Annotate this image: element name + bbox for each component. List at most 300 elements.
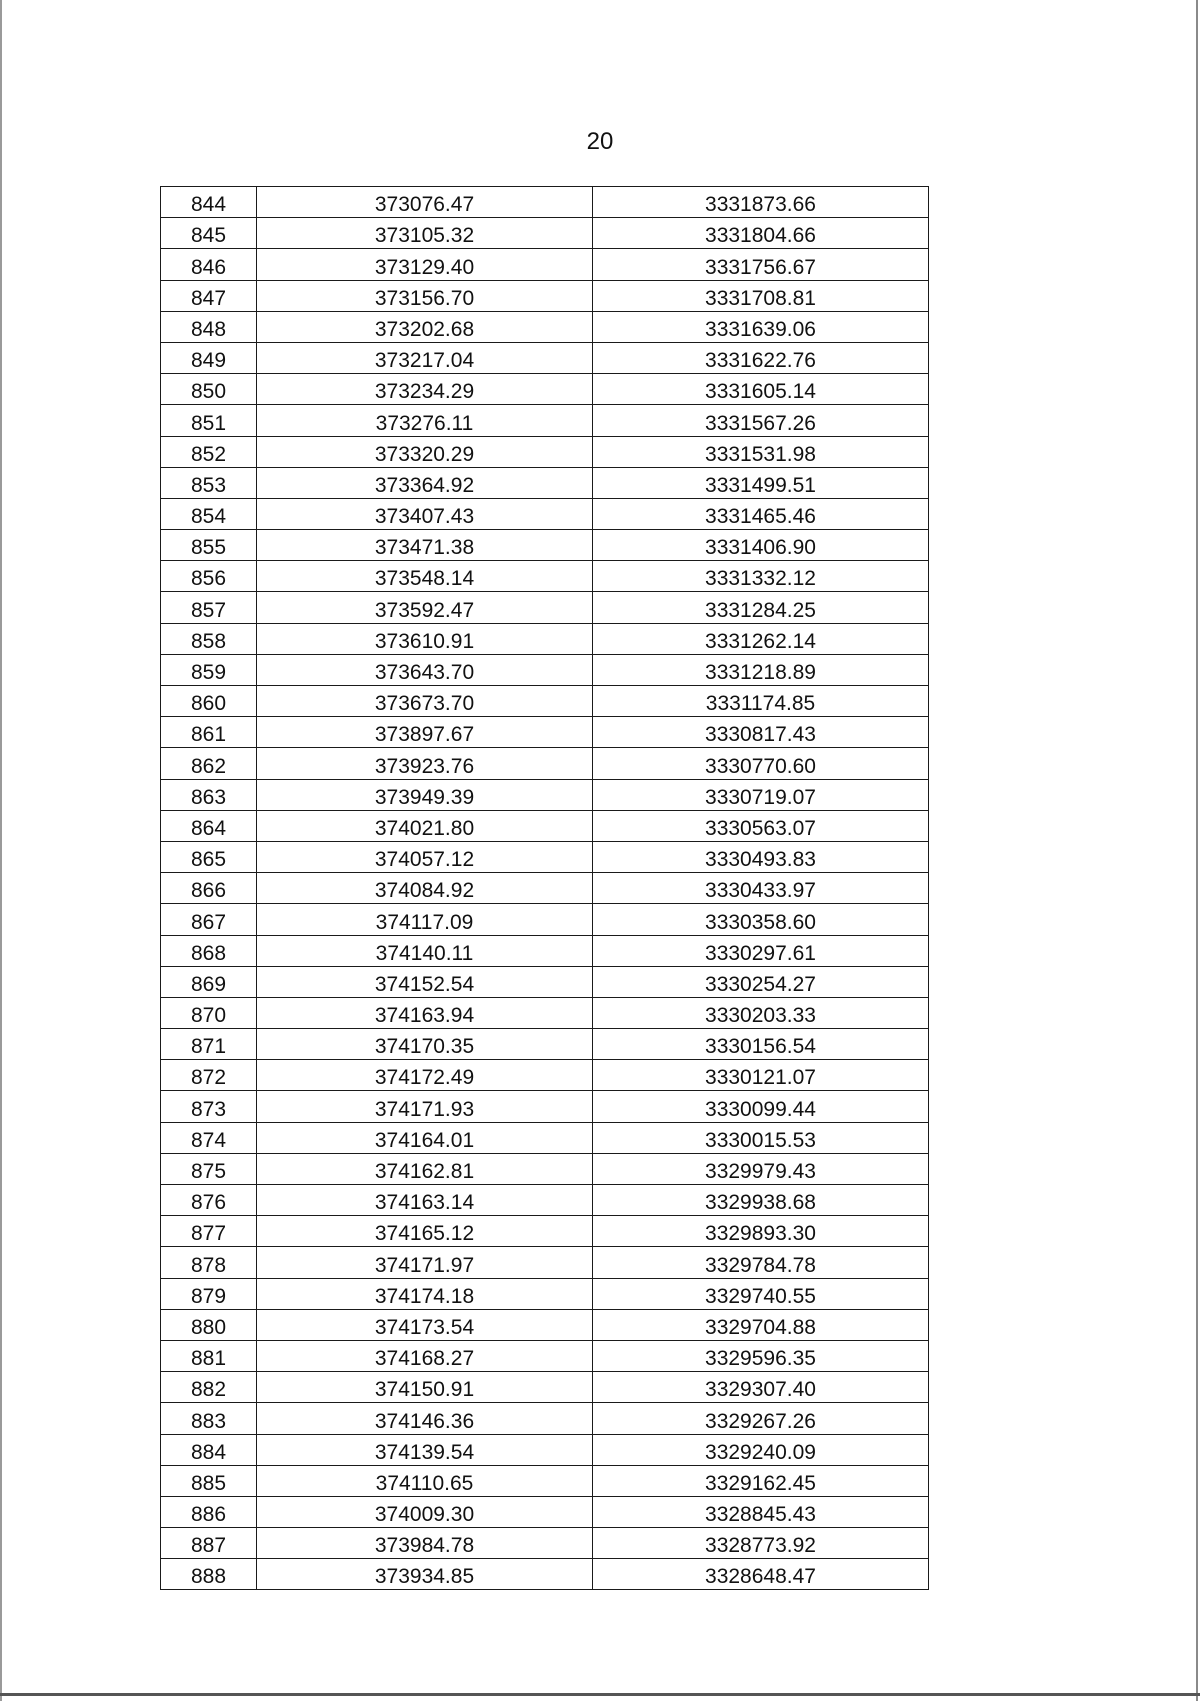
table-row — [161, 249, 929, 280]
cell-text: 851 — [190, 411, 227, 435]
point-number-cell — [161, 436, 257, 467]
point-number-cell — [161, 218, 257, 249]
cell-text: 373320.29 — [374, 442, 475, 466]
table-row — [161, 1091, 929, 1122]
cell-text: 374084.92 — [374, 879, 475, 903]
y-coordinate-cell — [593, 1559, 929, 1590]
y-coordinate-cell — [593, 1060, 929, 1091]
cell-text: 3329596.35 — [705, 1347, 816, 1371]
x-coordinate-cell — [257, 1216, 593, 1247]
cell-text: 374163.94 — [374, 1004, 475, 1028]
y-coordinate-cell — [593, 1434, 929, 1465]
x-coordinate-cell — [257, 1122, 593, 1153]
table-row — [161, 592, 929, 623]
point-number-cell — [161, 1153, 257, 1184]
cell-text: 866 — [190, 879, 227, 903]
table-row — [161, 1185, 929, 1216]
cell-text: 3330254.27 — [705, 972, 816, 996]
point-number-cell — [161, 841, 257, 872]
y-coordinate-cell — [593, 498, 929, 529]
cell-text: 3331605.14 — [705, 380, 816, 404]
y-coordinate-cell — [593, 1278, 929, 1309]
y-coordinate-cell — [593, 1465, 929, 1496]
y-coordinate-cell — [593, 1153, 929, 1184]
x-coordinate-cell — [257, 436, 593, 467]
x-coordinate-cell — [257, 1309, 593, 1340]
cell-text: 885 — [190, 1471, 227, 1495]
cell-text: 374162.81 — [374, 1160, 475, 1183]
x-coordinate-cell — [257, 592, 593, 623]
table-row — [161, 1247, 929, 1278]
x-coordinate-cell — [257, 1340, 593, 1371]
cell-text: 373592.47 — [374, 598, 475, 622]
cell-text: 3330121.07 — [705, 1066, 816, 1090]
cell-text: 868 — [190, 941, 227, 965]
scan-edge-left — [0, 0, 2, 1701]
cell-text: 3330493.83 — [705, 848, 816, 872]
y-coordinate-cell — [593, 686, 929, 717]
table-row — [161, 311, 929, 342]
point-number-cell — [161, 623, 257, 654]
point-number-cell — [161, 592, 257, 623]
cell-text: 880 — [190, 1315, 227, 1339]
y-coordinate-cell — [593, 748, 929, 779]
cell-text: 3329307.40 — [705, 1378, 816, 1402]
point-number-cell — [161, 1060, 257, 1091]
x-coordinate-cell — [257, 1372, 593, 1403]
cell-text: 3331708.81 — [705, 286, 816, 310]
cell-text: 373610.91 — [374, 629, 475, 653]
table-row — [161, 405, 929, 436]
cell-text: 859 — [190, 661, 227, 684]
point-number-cell — [161, 904, 257, 935]
x-coordinate-cell — [257, 717, 593, 748]
cell-text: 3329784.78 — [705, 1253, 816, 1277]
cell-text: 374173.54 — [374, 1315, 475, 1339]
x-coordinate-cell — [257, 1528, 593, 1559]
point-number-cell — [161, 1278, 257, 1309]
x-coordinate-cell — [257, 779, 593, 810]
cell-text: 373407.43 — [374, 505, 475, 529]
x-coordinate-cell — [257, 467, 593, 498]
table-row — [161, 1340, 929, 1371]
cell-text: 3329240.09 — [705, 1440, 816, 1464]
y-coordinate-cell — [593, 1403, 929, 1434]
table-row — [161, 1153, 929, 1184]
table-row — [161, 1216, 929, 1247]
cell-text: 3330297.61 — [705, 941, 816, 965]
x-coordinate-cell — [257, 1029, 593, 1060]
cell-text: 871 — [190, 1035, 227, 1059]
table-row — [161, 1029, 929, 1060]
cell-text: 881 — [190, 1347, 227, 1371]
y-coordinate-cell — [593, 342, 929, 373]
cell-text: 849 — [190, 349, 227, 373]
cell-text: 3331622.76 — [705, 349, 816, 373]
cell-text: 374139.54 — [374, 1440, 475, 1464]
y-coordinate-cell — [593, 1309, 929, 1340]
table-row — [161, 717, 929, 748]
cell-text: 3328648.47 — [705, 1565, 816, 1589]
cell-text: 867 — [190, 910, 227, 934]
y-coordinate-cell — [593, 654, 929, 685]
cell-text: 373105.32 — [374, 224, 475, 248]
cell-text: 3329740.55 — [705, 1284, 816, 1308]
cell-text: 3329979.43 — [705, 1160, 816, 1183]
y-coordinate-cell — [593, 1029, 929, 1060]
x-coordinate-cell — [257, 997, 593, 1028]
y-coordinate-cell — [593, 405, 929, 436]
y-coordinate-cell — [593, 904, 929, 935]
cell-text: 374170.35 — [374, 1035, 475, 1059]
x-coordinate-cell — [257, 342, 593, 373]
point-number-cell — [161, 1403, 257, 1434]
cell-text: 373156.70 — [374, 286, 475, 310]
cell-text: 3330563.07 — [705, 816, 816, 840]
x-coordinate-cell — [257, 1559, 593, 1590]
cell-text: 374117.09 — [375, 910, 474, 934]
cell-text: 3331262.14 — [705, 629, 816, 653]
x-coordinate-cell — [257, 561, 593, 592]
table-row — [161, 1309, 929, 1340]
x-coordinate-cell — [257, 187, 593, 218]
cell-text: 3331499.51 — [705, 473, 816, 497]
cell-text: 3331756.67 — [705, 255, 816, 279]
cell-text: 373934.85 — [374, 1565, 475, 1589]
x-coordinate-cell — [257, 810, 593, 841]
x-coordinate-cell — [257, 904, 593, 935]
cell-text: 878 — [190, 1253, 227, 1277]
point-number-cell — [161, 935, 257, 966]
cell-text: 374165.12 — [374, 1222, 475, 1246]
cell-text: 374140.11 — [375, 941, 474, 965]
cell-text: 846 — [190, 255, 227, 279]
y-coordinate-cell — [593, 280, 929, 311]
cell-text: 3330770.60 — [705, 754, 816, 778]
point-number-cell — [161, 561, 257, 592]
table-row — [161, 436, 929, 467]
point-number-cell — [161, 1247, 257, 1278]
point-number-cell — [161, 966, 257, 997]
table-row — [161, 966, 929, 997]
cell-text: 863 — [190, 785, 227, 809]
cell-text: 865 — [190, 848, 227, 872]
y-coordinate-cell — [593, 561, 929, 592]
cell-text: 374009.30 — [374, 1503, 475, 1527]
point-number-cell — [161, 1216, 257, 1247]
cell-text: 864 — [190, 816, 227, 840]
y-coordinate-cell — [593, 187, 929, 218]
table-row — [161, 1372, 929, 1403]
point-number-cell — [161, 1559, 257, 1590]
cell-text: 874 — [190, 1128, 227, 1152]
cell-text: 373364.92 — [374, 473, 475, 497]
point-number-cell — [161, 405, 257, 436]
cell-text: 852 — [190, 442, 227, 466]
table-row — [161, 1434, 929, 1465]
y-coordinate-cell — [593, 1528, 929, 1559]
cell-text: 872 — [190, 1066, 227, 1090]
cell-text: 3331174.85 — [705, 692, 816, 716]
table-row — [161, 997, 929, 1028]
cell-text: 373897.67 — [374, 723, 475, 747]
coordinate-table — [160, 186, 929, 1590]
cell-text: 373643.70 — [374, 661, 475, 684]
cell-text: 861 — [190, 723, 227, 747]
table-row — [161, 1496, 929, 1527]
cell-text: 3331873.66 — [705, 193, 816, 217]
cell-text: 3330099.44 — [705, 1097, 816, 1121]
y-coordinate-cell — [593, 810, 929, 841]
point-number-cell — [161, 1434, 257, 1465]
x-coordinate-cell — [257, 1247, 593, 1278]
x-coordinate-cell — [257, 498, 593, 529]
cell-text: 3331406.90 — [705, 536, 816, 560]
cell-text: 374171.93 — [374, 1097, 475, 1121]
cell-text: 875 — [190, 1160, 227, 1183]
cell-text: 3330817.43 — [705, 723, 816, 747]
coordinate-table-body — [161, 187, 929, 1590]
x-coordinate-cell — [257, 966, 593, 997]
cell-text: 3329267.26 — [705, 1409, 816, 1433]
point-number-cell — [161, 311, 257, 342]
y-coordinate-cell — [593, 1216, 929, 1247]
cell-text: 374150.91 — [374, 1378, 475, 1402]
table-row — [161, 218, 929, 249]
cell-text: 884 — [190, 1440, 227, 1464]
point-number-cell — [161, 187, 257, 218]
y-coordinate-cell — [593, 1340, 929, 1371]
table-row — [161, 1559, 929, 1590]
table-row — [161, 467, 929, 498]
cell-text: 3331465.46 — [705, 505, 816, 529]
cell-text: 857 — [190, 598, 227, 622]
x-coordinate-cell — [257, 1091, 593, 1122]
cell-text: 3330203.33 — [705, 1004, 816, 1028]
y-coordinate-cell — [593, 467, 929, 498]
y-coordinate-cell — [593, 530, 929, 561]
y-coordinate-cell — [593, 1122, 929, 1153]
x-coordinate-cell — [257, 1060, 593, 1091]
cell-text: 3328845.43 — [705, 1503, 816, 1527]
x-coordinate-cell — [257, 654, 593, 685]
cell-text: 869 — [190, 972, 227, 996]
cell-text: 374163.14 — [374, 1191, 475, 1215]
y-coordinate-cell — [593, 1372, 929, 1403]
table-row — [161, 498, 929, 529]
point-number-cell — [161, 374, 257, 405]
cell-text: 374021.80 — [374, 816, 475, 840]
y-coordinate-cell — [593, 1496, 929, 1527]
table-row — [161, 280, 929, 311]
point-number-cell — [161, 1029, 257, 1060]
cell-text: 373276.11 — [375, 411, 474, 435]
cell-text: 855 — [190, 536, 227, 560]
point-number-cell — [161, 997, 257, 1028]
x-coordinate-cell — [257, 748, 593, 779]
cell-text: 3330156.54 — [705, 1035, 816, 1059]
x-coordinate-cell — [257, 280, 593, 311]
cell-text: 374057.12 — [374, 848, 475, 872]
table-row — [161, 779, 929, 810]
table-row — [161, 686, 929, 717]
table-row — [161, 873, 929, 904]
table-row — [161, 841, 929, 872]
point-number-cell — [161, 1372, 257, 1403]
table-row — [161, 748, 929, 779]
x-coordinate-cell — [257, 311, 593, 342]
x-coordinate-cell — [257, 1403, 593, 1434]
table-row — [161, 810, 929, 841]
y-coordinate-cell — [593, 935, 929, 966]
table-row — [161, 654, 929, 685]
cell-text: 3330015.53 — [705, 1128, 816, 1152]
cell-text: 373076.47 — [374, 193, 475, 217]
cell-text: 374171.97 — [374, 1253, 475, 1277]
cell-text: 3331284.25 — [705, 598, 816, 622]
x-coordinate-cell — [257, 841, 593, 872]
cell-text: 3331639.06 — [705, 317, 816, 341]
point-number-cell — [161, 779, 257, 810]
x-coordinate-cell — [257, 1434, 593, 1465]
cell-text: 374146.36 — [374, 1409, 475, 1433]
cell-text: 886 — [190, 1503, 227, 1527]
cell-text: 862 — [190, 754, 227, 778]
cell-text: 3330719.07 — [705, 785, 816, 809]
y-coordinate-cell — [593, 623, 929, 654]
cell-text: 373129.40 — [374, 255, 475, 279]
cell-text: 373471.38 — [374, 536, 475, 560]
cell-text: 853 — [190, 473, 227, 497]
cell-text: 374172.49 — [374, 1066, 475, 1090]
x-coordinate-cell — [257, 218, 593, 249]
cell-text: 882 — [190, 1378, 227, 1402]
y-coordinate-cell — [593, 966, 929, 997]
cell-text: 860 — [190, 692, 227, 716]
cell-text: 847 — [190, 286, 227, 310]
point-number-cell — [161, 498, 257, 529]
page-number: 20 — [586, 128, 614, 155]
y-coordinate-cell — [593, 873, 929, 904]
cell-text: 888 — [190, 1565, 227, 1589]
scan-edge-right — [1196, 0, 1198, 1701]
y-coordinate-cell — [593, 592, 929, 623]
cell-text: 373984.78 — [374, 1534, 475, 1558]
y-coordinate-cell — [593, 1247, 929, 1278]
table-row — [161, 1122, 929, 1153]
table-row — [161, 1403, 929, 1434]
cell-text: 850 — [190, 380, 227, 404]
cell-text: 373923.76 — [374, 754, 475, 778]
table-row — [161, 1528, 929, 1559]
table-row — [161, 1060, 929, 1091]
x-coordinate-cell — [257, 623, 593, 654]
y-coordinate-cell — [593, 1185, 929, 1216]
table-row — [161, 342, 929, 373]
cell-text: 3329938.68 — [705, 1191, 816, 1215]
x-coordinate-cell — [257, 1185, 593, 1216]
cell-text: 3329893.30 — [705, 1222, 816, 1246]
cell-text: 373548.14 — [374, 567, 475, 591]
cell-text: 848 — [190, 317, 227, 341]
point-number-cell — [161, 1185, 257, 1216]
cell-text: 374168.27 — [374, 1347, 475, 1371]
cell-text: 845 — [190, 224, 227, 248]
point-number-cell — [161, 342, 257, 373]
y-coordinate-cell — [593, 1091, 929, 1122]
cell-text: 3329704.88 — [705, 1315, 816, 1339]
table-row — [161, 530, 929, 561]
x-coordinate-cell — [257, 374, 593, 405]
cell-text: 3331218.89 — [705, 661, 816, 684]
cell-text: 373949.39 — [374, 785, 475, 809]
point-number-cell — [161, 1122, 257, 1153]
scan-edge-bottom — [0, 1693, 1200, 1696]
point-number-cell — [161, 1528, 257, 1559]
x-coordinate-cell — [257, 1496, 593, 1527]
y-coordinate-cell — [593, 841, 929, 872]
cell-text: 844 — [190, 193, 227, 217]
cell-text: 879 — [190, 1284, 227, 1308]
cell-text: 3330358.60 — [705, 910, 816, 934]
point-number-cell — [161, 1340, 257, 1371]
cell-text: 858 — [190, 629, 227, 653]
cell-text: 3329162.45 — [705, 1471, 816, 1495]
cell-text: 374174.18 — [374, 1284, 475, 1308]
cell-text: 877 — [190, 1222, 227, 1246]
x-coordinate-cell — [257, 1465, 593, 1496]
x-coordinate-cell — [257, 249, 593, 280]
cell-text: 373202.68 — [374, 317, 475, 341]
cell-text: 3331804.66 — [705, 224, 816, 248]
x-coordinate-cell — [257, 1278, 593, 1309]
x-coordinate-cell — [257, 873, 593, 904]
point-number-cell — [161, 1496, 257, 1527]
table-row — [161, 904, 929, 935]
point-number-cell — [161, 717, 257, 748]
y-coordinate-cell — [593, 374, 929, 405]
point-number-cell — [161, 748, 257, 779]
point-number-cell — [161, 280, 257, 311]
cell-text: 856 — [190, 567, 227, 591]
cell-text: 3328773.92 — [705, 1534, 816, 1558]
cell-text: 883 — [190, 1409, 227, 1433]
table-row — [161, 561, 929, 592]
point-number-cell — [161, 1465, 257, 1496]
table-row — [161, 623, 929, 654]
point-number-cell — [161, 654, 257, 685]
cell-text: 854 — [190, 505, 227, 529]
y-coordinate-cell — [593, 311, 929, 342]
table-row — [161, 935, 929, 966]
table-row — [161, 1278, 929, 1309]
point-number-cell — [161, 1309, 257, 1340]
cell-text: 876 — [190, 1191, 227, 1215]
x-coordinate-cell — [257, 530, 593, 561]
cell-text: 374164.01 — [374, 1128, 475, 1152]
cell-text: 374152.54 — [374, 972, 475, 996]
y-coordinate-cell — [593, 997, 929, 1028]
point-number-cell — [161, 1091, 257, 1122]
x-coordinate-cell — [257, 686, 593, 717]
y-coordinate-cell — [593, 717, 929, 748]
y-coordinate-cell — [593, 218, 929, 249]
table-row — [161, 374, 929, 405]
cell-text: 3331332.12 — [705, 567, 816, 591]
y-coordinate-cell — [593, 779, 929, 810]
cell-text: 887 — [190, 1534, 227, 1558]
cell-text: 374110.65 — [375, 1471, 474, 1495]
